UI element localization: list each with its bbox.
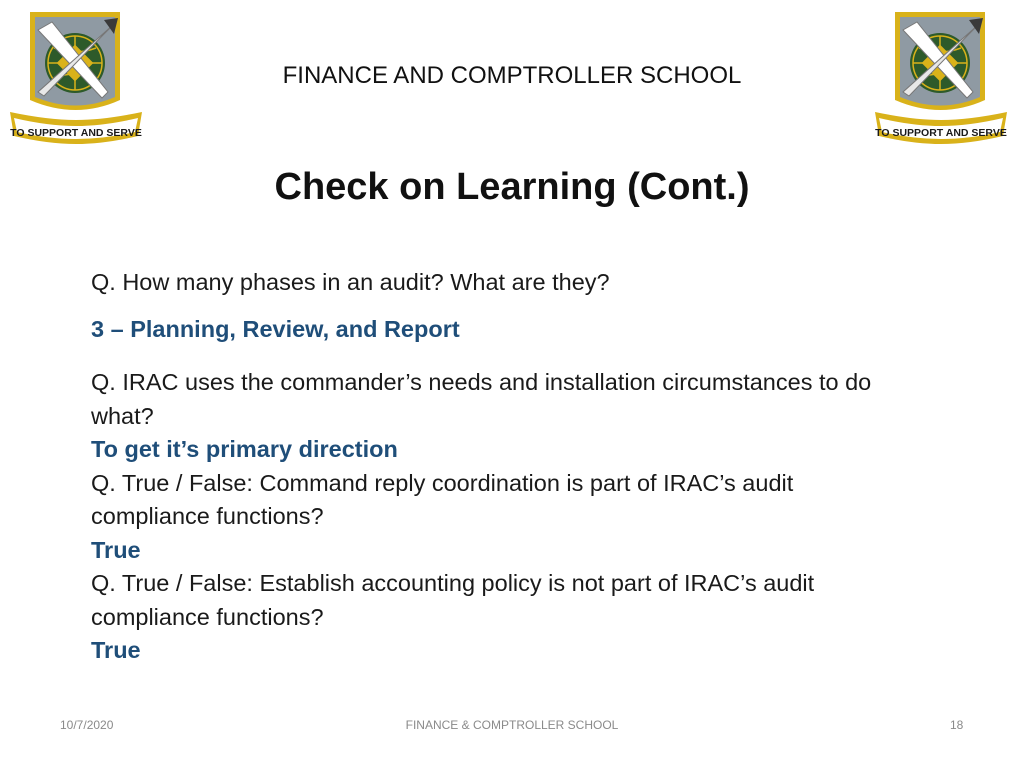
slide-title: Check on Learning (Cont.) <box>274 166 750 208</box>
question-answer-list <box>91 366 911 668</box>
footer-school-name: FINANCE & COMPTROLLER SCHOOL <box>405 718 619 732</box>
question-1: Q. How many phases in an audit? What are they? <box>91 269 610 295</box>
question-3: Q. True / False: Command reply coordination is part of IRAC’s audit compliance functions? <box>91 469 794 529</box>
crest-motto-left: TO SUPPORT AND SERVE <box>10 127 142 139</box>
footer-date: 10/7/2020 <box>60 718 114 732</box>
question-4: Q. True / False: Establish accounting policy is not part of IRAC’s audit compliance functions? <box>91 570 815 630</box>
question-2: Q. IRAC uses the commander’s needs and installation circumstances to do what? <box>91 369 872 429</box>
answer-2: To get it’s primary direction <box>91 436 398 462</box>
page-number: 18 <box>950 718 964 732</box>
school-header: FINANCE AND COMPTROLLER SCHOOL <box>282 62 742 89</box>
answer-3: True <box>91 536 141 563</box>
answer-1: 3 – Planning, Review, and Report <box>91 316 460 342</box>
answer-4: True <box>91 637 141 663</box>
crest-motto-right: TO SUPPORT AND SERVE <box>875 127 1007 139</box>
